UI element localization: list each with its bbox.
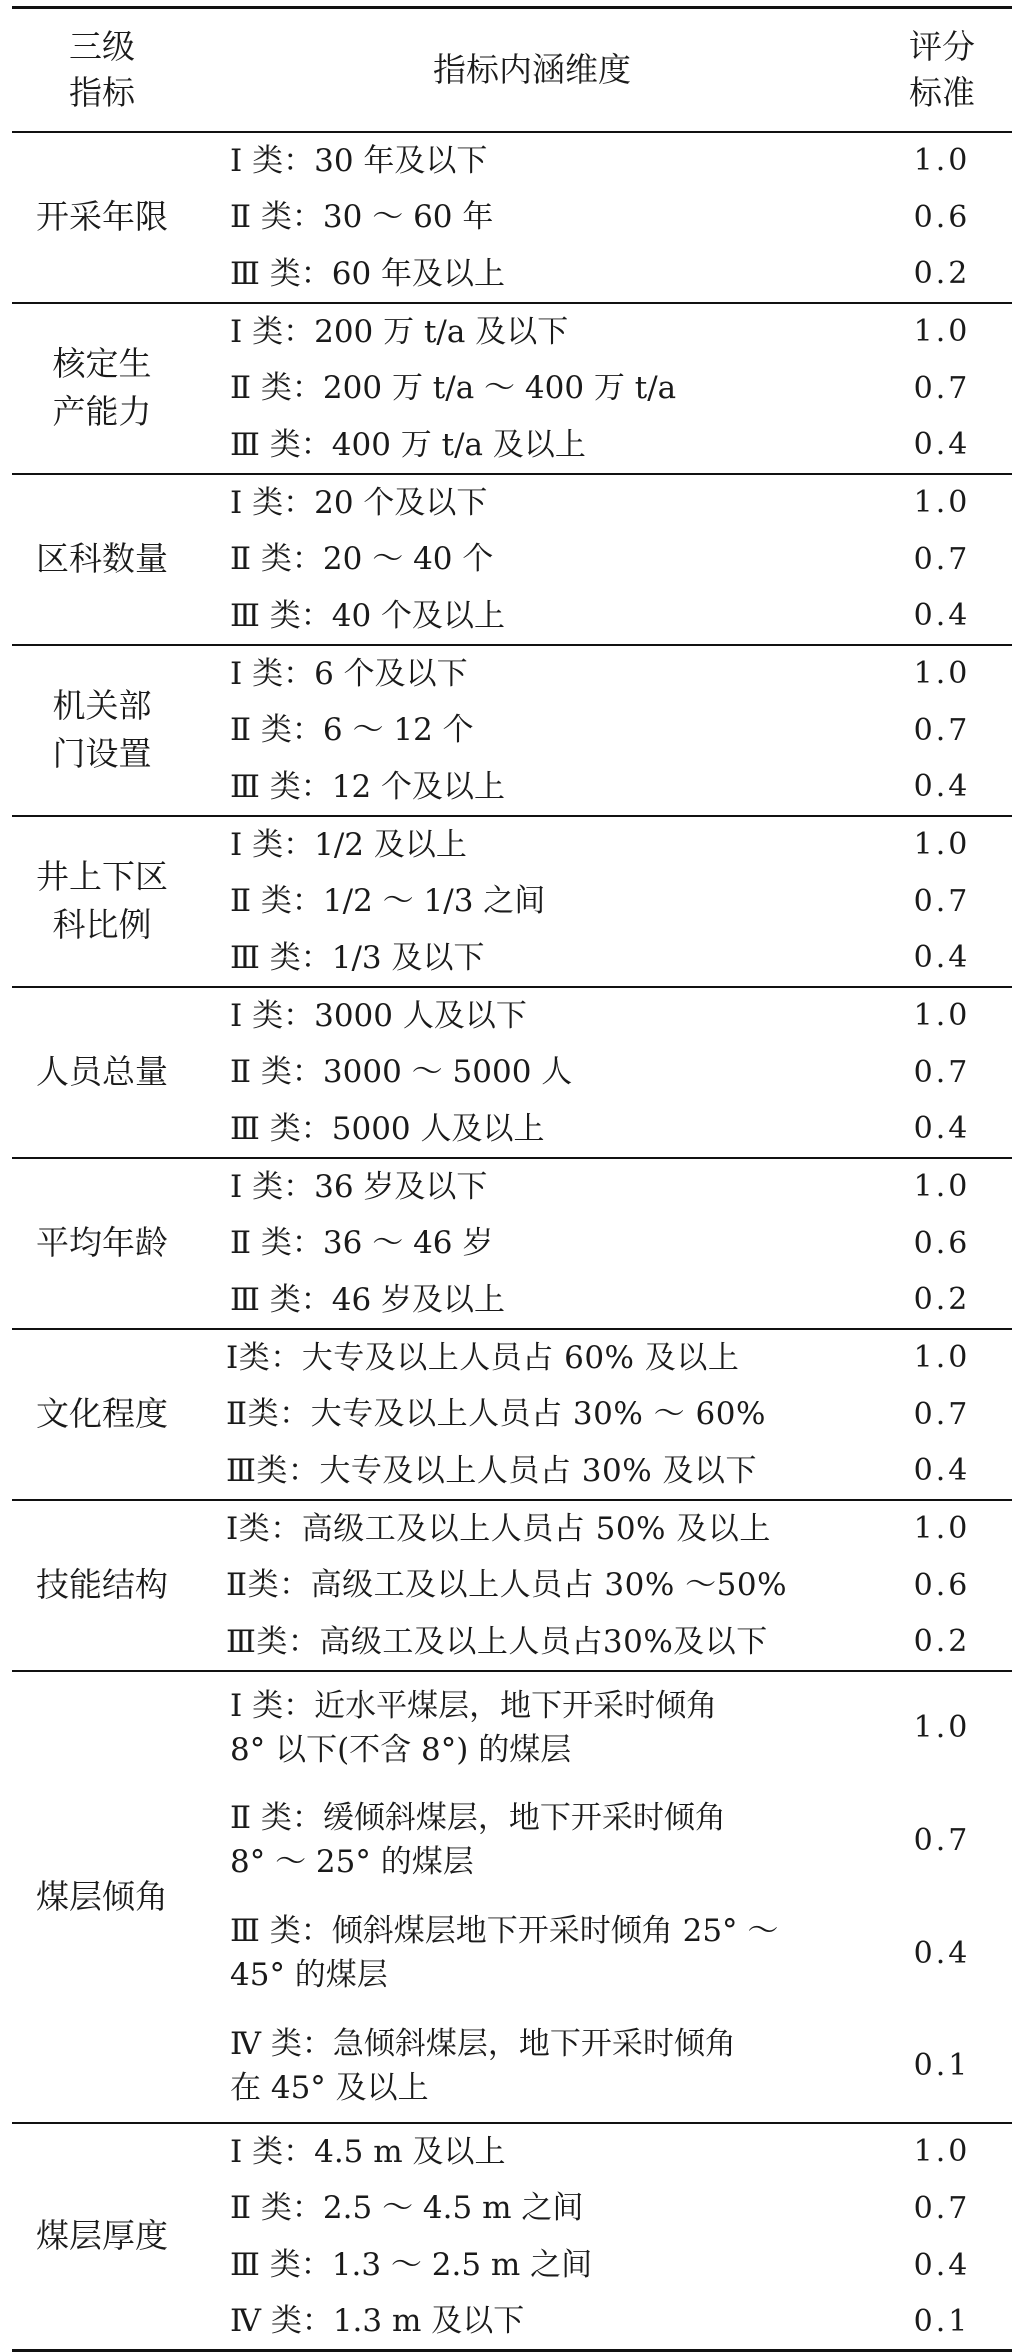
dimension-cell <box>192 1671 872 1784</box>
dimension-cell: Ⅰ 类：20 个及以下 <box>192 474 872 531</box>
indicator-cell: 文化程度 <box>12 1329 192 1500</box>
header-score-line2: 标准 <box>909 72 975 112</box>
score-cell: 0.4 <box>913 427 971 462</box>
score-cell: 0.2 <box>913 1282 971 1317</box>
indicator-cell: 开采年限 <box>36 197 168 236</box>
dimension-cell: Ⅱ 类：36 ～ 46 岁 <box>230 1225 494 1261</box>
score-cell: 1.0 <box>872 474 1012 531</box>
dimension-cell: Ⅲ 类：46 岁及以上 <box>230 1281 506 1318</box>
score-cell: 1.0 <box>913 143 971 178</box>
score-cell: 0.6 <box>913 1225 971 1261</box>
dimension-cell: Ⅰ 类：36 岁及以下 <box>192 1158 872 1215</box>
dimension-cell: Ⅱ 类：30 ～ 60 年 <box>230 199 494 235</box>
table-row <box>12 1158 1012 1215</box>
dimension-cell: Ⅱ类：高级工及以上人员占 30% ～50% <box>226 1567 788 1603</box>
score-cell: 1.0 <box>872 1671 1012 1784</box>
indicator-text: 机关部门设置 <box>52 686 152 773</box>
group-skill-structure <box>12 1500 1012 1671</box>
table-row <box>12 1500 1012 1557</box>
dimension-cell <box>192 2010 872 2123</box>
dimension-cell: Ⅱ 类：20 ～ 40 个 <box>230 541 494 577</box>
dimension-cell: Ⅰ 类：3000 人及以下 <box>192 987 872 1044</box>
score-cell: 0.2 <box>913 256 971 291</box>
indicator-cell: 区科数量 <box>12 474 192 645</box>
indicator-cell: 煤层倾角 <box>12 1671 192 2123</box>
indicator-cell <box>12 303 192 474</box>
score-cell: 1.0 <box>872 816 1012 873</box>
score-cell: 1.0 <box>872 645 1012 702</box>
header-indicator-line2: 指标 <box>69 72 135 112</box>
dimension-line2: 8° ～ 25° 的煤层 <box>230 1844 474 1880</box>
group-district-count <box>12 474 1012 645</box>
dimension-cell: Ⅳ 类：1.3 m 及以下 <box>230 2303 525 2340</box>
score-cell: 0.4 <box>913 598 971 633</box>
header-indicator-line1: 三级 <box>69 26 135 66</box>
indicator-text: 核定生产能力 <box>52 344 152 431</box>
dimension-line1: Ⅳ 类：急倾斜煤层，地下开采时倾角 <box>230 2025 736 2062</box>
indicator-cell: 煤层厚度 <box>12 2123 192 2351</box>
score-cell: 0.2 <box>913 1624 971 1659</box>
dimension-cell: Ⅱ 类：200 万 t/a ～ 400 万 t/a <box>230 370 677 406</box>
score-cell: 0.7 <box>913 370 971 406</box>
group-seam-dip-angle <box>12 1671 1012 2123</box>
group-department-setup <box>12 645 1012 816</box>
dimension-line1: Ⅱ 类：缓倾斜煤层，地下开采时倾角 <box>230 1800 726 1836</box>
dimension-cell: Ⅲ 类：60 年及以上 <box>230 255 506 292</box>
group-district-ratio <box>12 816 1012 987</box>
score-cell: 1.0 <box>872 303 1012 360</box>
indicator-cell: 人员总量 <box>12 987 192 1158</box>
score-cell: 0.7 <box>913 1054 971 1090</box>
header-indicator <box>12 8 192 132</box>
table-row <box>12 2123 1012 2180</box>
dimension-line1: Ⅰ 类：近水平煤层，地下开采时倾角 <box>230 1687 718 1724</box>
table-row <box>12 474 1012 531</box>
group-total-staff <box>12 987 1012 1158</box>
table-row <box>12 1329 1012 1386</box>
dimension-cell: Ⅲ类：大专及以上人员占 30% 及以下 <box>226 1452 758 1489</box>
score-cell: 0.7 <box>913 712 971 748</box>
header-score-line1: 评分 <box>909 26 975 66</box>
indicator-table <box>12 6 1012 2352</box>
dimension-cell: Ⅱ 类：1/2 ～ 1/3 之间 <box>230 883 546 919</box>
dimension-cell: Ⅲ 类：5000 人及以上 <box>230 1110 545 1147</box>
group-seam-thickness <box>12 2123 1012 2351</box>
header-dimension: 指标内涵维度 <box>192 8 872 132</box>
dimension-cell: Ⅱ 类：6 ～ 12 个 <box>230 712 474 748</box>
dimension-cell <box>192 1784 872 1897</box>
dimension-cell: Ⅲ 类：1.3 ～ 2.5 m 之间 <box>230 2247 593 2283</box>
dimension-cell: Ⅲ 类：400 万 t/a 及以上 <box>230 426 586 463</box>
score-cell: 0.4 <box>913 2247 971 2283</box>
table-row <box>12 303 1012 360</box>
score-cell: 0.7 <box>913 1396 971 1432</box>
score-cell: 0.7 <box>913 541 971 577</box>
score-cell: 0.6 <box>913 1567 971 1603</box>
table-row <box>12 816 1012 873</box>
score-cell: 0.6 <box>913 199 971 235</box>
score-cell: 0.7 <box>913 883 971 919</box>
indicator-cell: 平均年龄 <box>12 1158 192 1329</box>
dimension-cell: Ⅲ 类：12 个及以上 <box>230 768 506 805</box>
indicator-cell <box>12 645 192 816</box>
dimension-cell: Ⅲ类：高级工及以上人员占30%及以下 <box>226 1623 768 1660</box>
score-cell: 1.0 <box>872 1158 1012 1215</box>
dimension-cell: Ⅰ 类：1/2 及以上 <box>192 816 872 873</box>
dimension-cell: Ⅰ类：高级工及以上人员占 50% 及以上 <box>192 1500 872 1557</box>
dimension-cell: Ⅲ 类：1/3 及以下 <box>230 939 485 976</box>
table-row <box>12 132 1012 189</box>
dimension-cell: Ⅲ 类：40 个及以上 <box>230 597 506 634</box>
dimension-cell: Ⅰ类：大专及以上人员占 60% 及以上 <box>192 1329 872 1386</box>
dimension-cell: Ⅱ类：大专及以上人员占 30% ～ 60% <box>226 1396 766 1432</box>
group-mining-years <box>12 132 1012 303</box>
score-cell: 1.0 <box>872 987 1012 1044</box>
score-cell: 1.0 <box>872 1329 1012 1386</box>
dimension-cell: Ⅰ 类：30 年及以下 <box>230 142 488 179</box>
dimension-cell: Ⅰ 类：4.5 m 及以上 <box>192 2123 872 2180</box>
score-cell: 0.4 <box>913 769 971 804</box>
group-production-capacity <box>12 303 1012 474</box>
score-cell: 0.4 <box>913 1453 971 1488</box>
table-row <box>12 1671 1012 1784</box>
group-education-level <box>12 1329 1012 1500</box>
group-average-age <box>12 1158 1012 1329</box>
score-cell: 0.4 <box>913 1111 971 1146</box>
dimension-line2: 8° 以下(不含 8°) 的煤层 <box>230 1731 572 1768</box>
dimension-cell <box>192 1897 872 2010</box>
score-cell: 0.1 <box>913 2048 971 2083</box>
dimension-line1: Ⅲ 类：倾斜煤层地下开采时倾角 25° ～ <box>230 1913 779 1949</box>
score-cell: 0.7 <box>913 1822 971 1858</box>
dimension-line2: 45° 的煤层 <box>230 1957 388 1993</box>
header-row <box>12 8 1012 132</box>
score-cell: 0.7 <box>913 2190 971 2226</box>
table-row <box>12 987 1012 1044</box>
table-row <box>12 645 1012 702</box>
indicator-cell <box>12 816 192 987</box>
score-cell: 1.0 <box>872 2123 1012 2180</box>
indicator-text: 井上下区科比例 <box>36 857 168 944</box>
indicator-cell: 技能结构 <box>12 1500 192 1671</box>
header-score <box>872 8 1012 132</box>
dimension-cell: Ⅱ 类：2.5 ～ 4.5 m 之间 <box>230 2190 584 2226</box>
score-cell: 0.4 <box>913 1935 971 1971</box>
score-cell: 1.0 <box>872 1500 1012 1557</box>
score-cell: 0.4 <box>913 940 971 975</box>
dimension-cell: Ⅱ 类：3000 ～ 5000 人 <box>230 1054 573 1090</box>
score-cell: 0.1 <box>913 2303 971 2339</box>
indicator-table-wrapper <box>12 6 1012 2352</box>
dimension-line2: 在 45° 及以上 <box>230 2069 429 2106</box>
dimension-cell: Ⅰ 类：200 万 t/a 及以下 <box>192 303 872 360</box>
dimension-cell: Ⅰ 类：6 个及以下 <box>192 645 872 702</box>
